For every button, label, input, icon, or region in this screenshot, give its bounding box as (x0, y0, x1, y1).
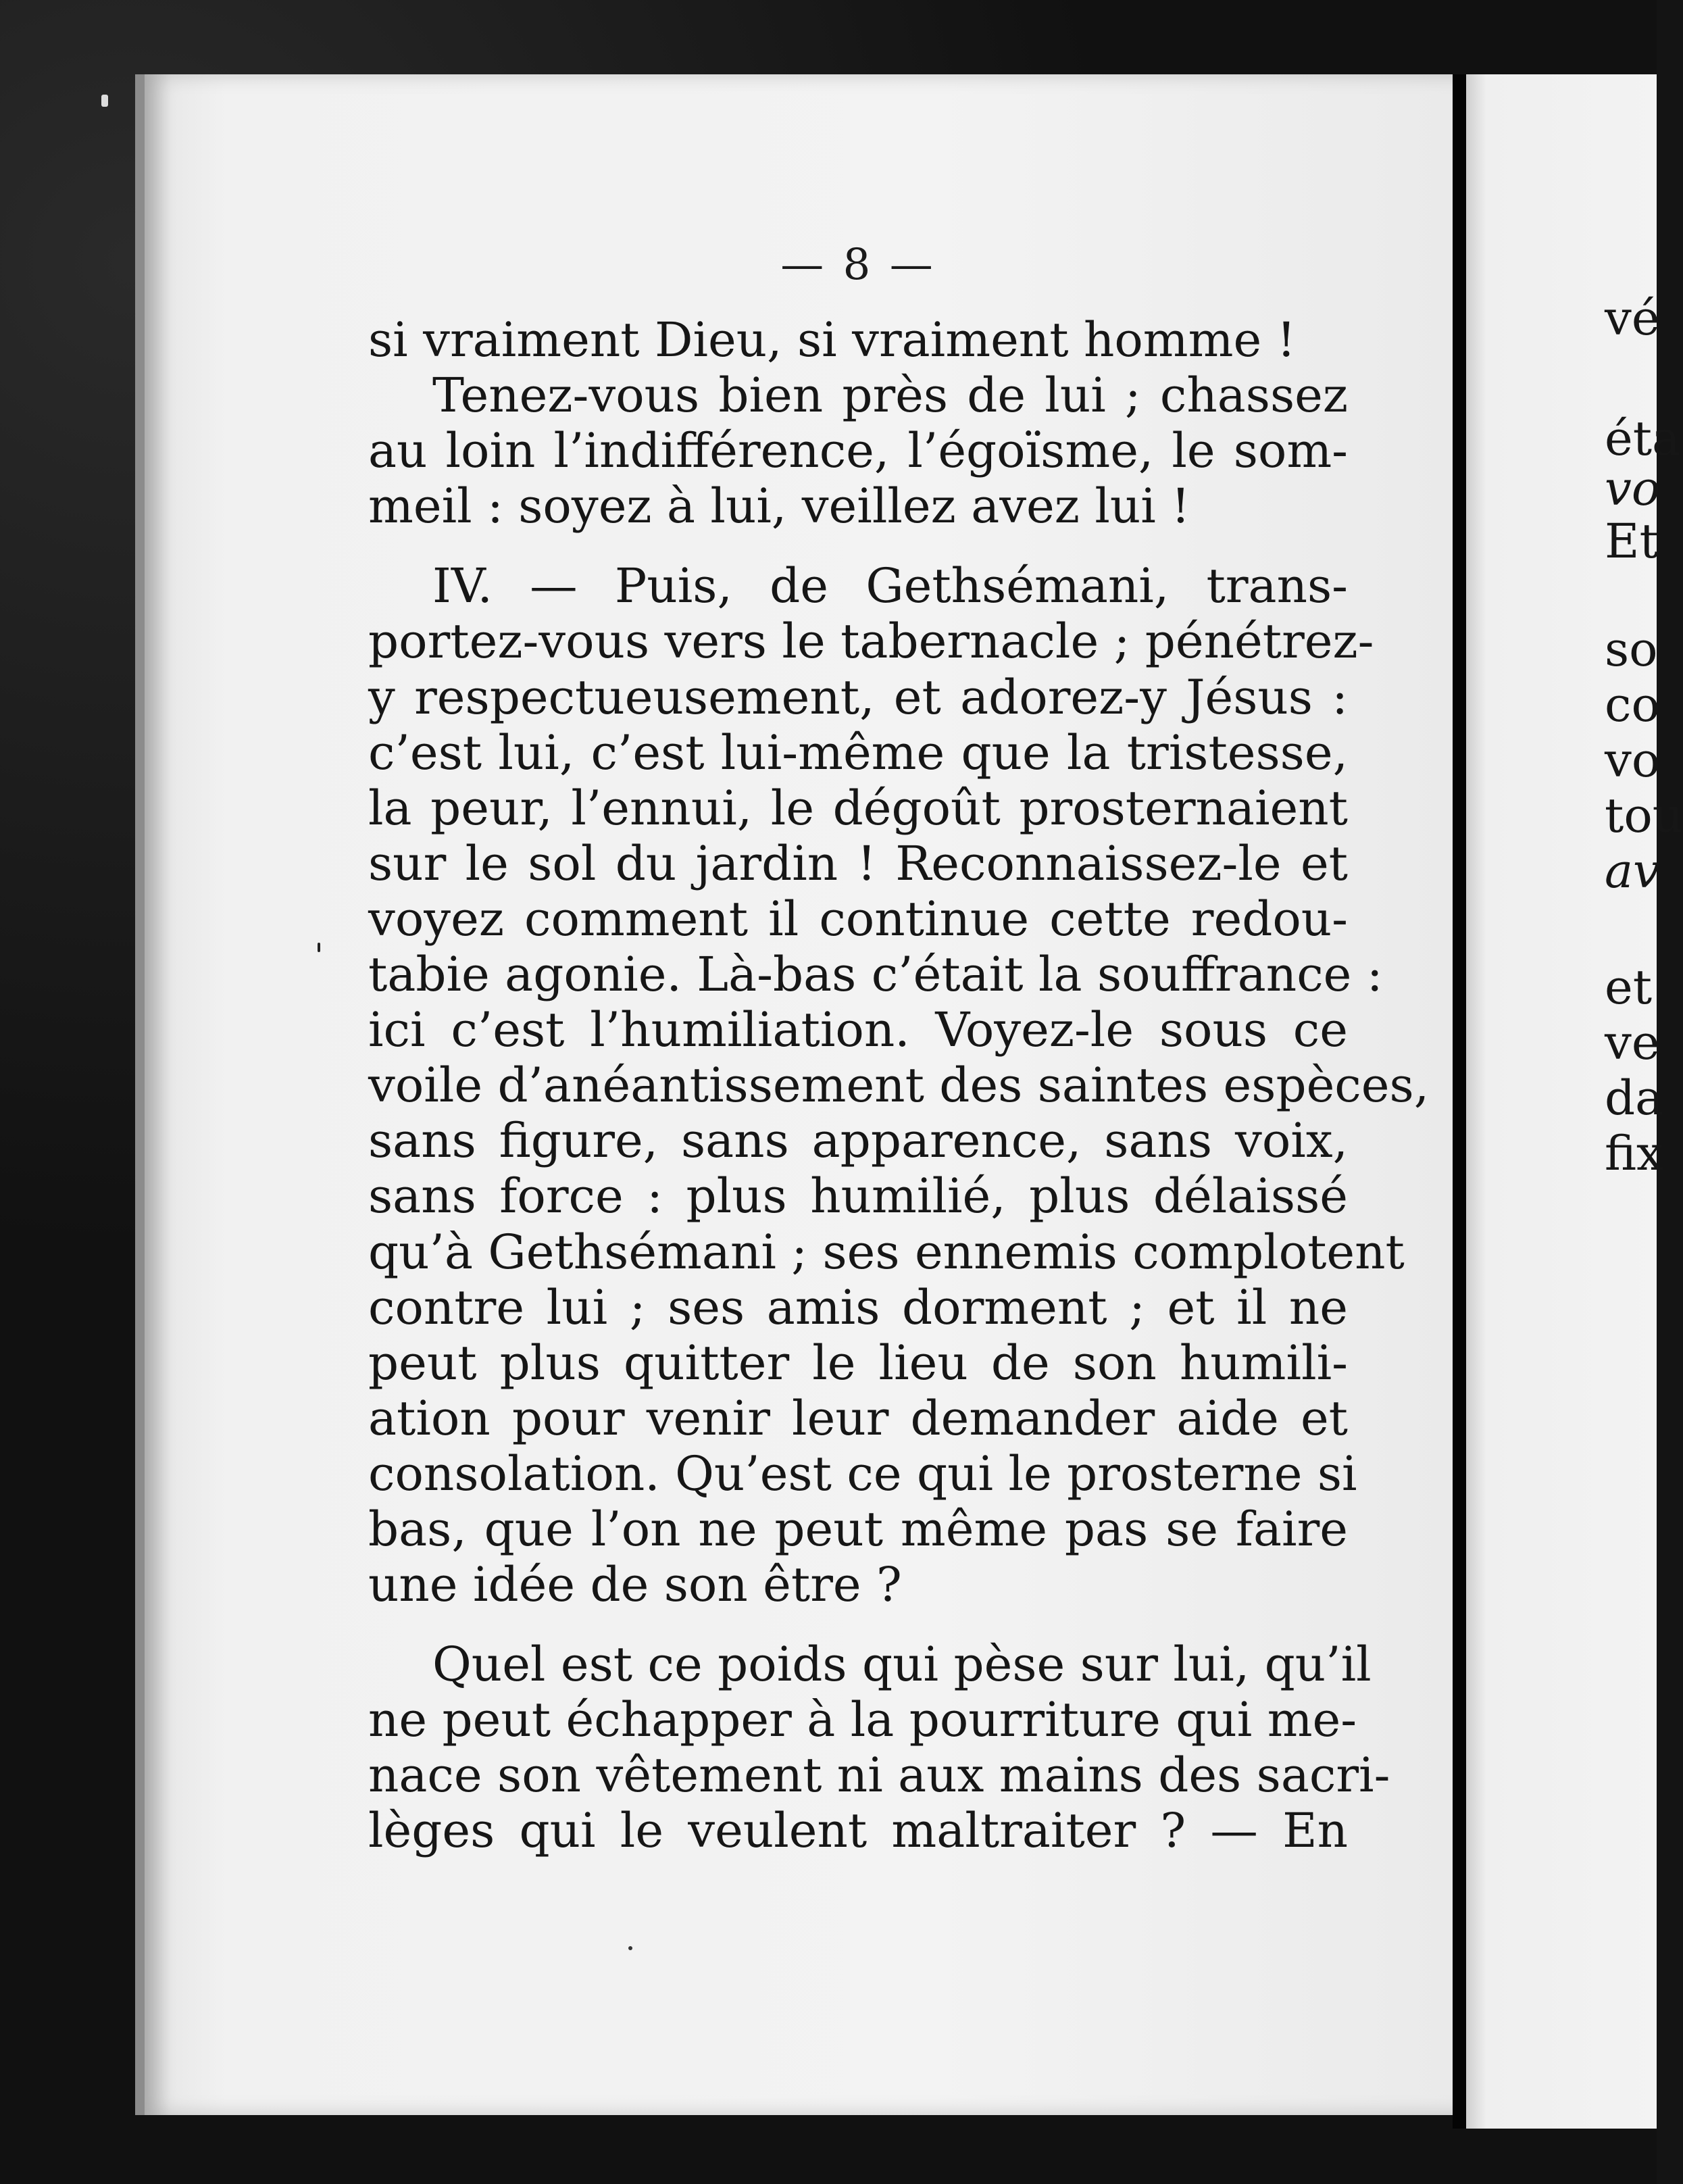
text-line: sans force : plus humilié, plus délaissé (368, 1168, 1348, 1224)
text-line: une idée de son être ? (368, 1557, 902, 1613)
text-line: sur le sol du jardin ! Reconnaissez-le et (368, 835, 1348, 891)
text-line: nace son vêtement ni aux mains des sacri- (368, 1747, 1390, 1804)
scan-speck (318, 943, 320, 952)
text-line: ici c’est l’humiliation. Voyez-le sous ce (368, 1002, 1348, 1058)
text-line: ne peut échapper à la pourriture qui me- (368, 1692, 1357, 1748)
right-page-fragment: av (1605, 843, 1660, 899)
text-line: peut plus quitter le lieu de son humili- (368, 1335, 1348, 1391)
text-line: voyez comment il continue cette redou- (368, 891, 1348, 947)
right-page-fragment: vo (1605, 733, 1661, 788)
text-line: IV. — Puis, de Gethsémani, trans- (432, 558, 1348, 614)
text-line: sans figure, sans apparence, sans voix, (368, 1113, 1348, 1169)
text-line: portez-vous vers le tabernacle ; pénétrez- (368, 614, 1374, 670)
right-page-fragment: so (1605, 622, 1658, 677)
text-line: Tenez-vous bien près de lui ; chassez (432, 368, 1348, 424)
text-line: bas, que l’on ne peut même pas se faire (368, 1501, 1348, 1557)
text-line: la peur, l’ennui, le dégoût prosternaient (368, 780, 1348, 836)
text-line: ation pour venir leur demander aide et (368, 1390, 1348, 1446)
right-page-fragment: Et (1605, 514, 1659, 569)
right-page-fragment: et (1605, 960, 1653, 1015)
text-line: au loin l’indifférence, l’égoïsme, le som- (368, 423, 1348, 479)
right-page-fragment: fix (1605, 1126, 1663, 1181)
text-line: consolation. Qu’est ce qui le prosterne si (368, 1445, 1357, 1502)
right-page-fragment: da (1605, 1070, 1664, 1126)
text-line: lèges qui le veulent maltraiter ? — En (368, 1803, 1348, 1859)
text-line: qu’à Gethsémani ; ses ennemis complotent (368, 1224, 1405, 1280)
right-page-fragment: éta (1605, 411, 1681, 466)
right-page-text (1605, 291, 1683, 1250)
text-line: voile d’anéantissement des saintes espèces, (368, 1058, 1430, 1114)
right-page-fragment: vé (1605, 291, 1660, 346)
scan-speck (628, 1946, 632, 1950)
left-page-text (368, 312, 1430, 1859)
book-gutter (1453, 74, 1466, 2129)
text-line: c’est lui, c’est lui-même que la tristesse, (368, 724, 1348, 780)
right-page-fragment: co (1605, 677, 1660, 733)
text-line: y respectueusement, et adorez-y Jésus : (368, 669, 1348, 725)
text-line: contre lui ; ses amis dorment ; et il ne (368, 1279, 1348, 1335)
right-page-fragment: tou (1605, 788, 1683, 843)
text-line: tabie agonie. Là-bas c’était la souffrance : (368, 947, 1383, 1003)
page-number: — 8 — (780, 240, 936, 290)
text-line: meil : soyez à lui, veillez avez lui ! (368, 478, 1190, 535)
text-line: Quel est ce poids qui pèse sur lui, qu’il (432, 1637, 1372, 1693)
right-page-fragment: ve (1605, 1015, 1660, 1070)
scan-speck (101, 95, 108, 107)
right-page-fragment: vo (1605, 461, 1661, 516)
text-line: si vraiment Dieu, si vraiment homme ! (368, 312, 1296, 368)
